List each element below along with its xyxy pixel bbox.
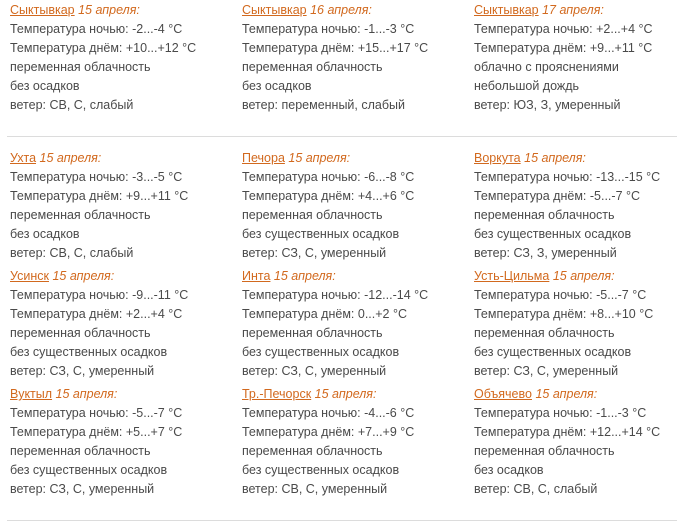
day-temperature: Температура днём: +9...+11 °C bbox=[10, 189, 189, 203]
forecast-card bbox=[242, 385, 467, 499]
forecast-row bbox=[0, 267, 679, 385]
city-link[interactable]: Ухта bbox=[10, 151, 37, 165]
precipitation: без осадков bbox=[10, 79, 80, 93]
forecast-date: 15 апреля: bbox=[535, 387, 598, 401]
forecast-heading bbox=[242, 1, 467, 20]
city-link[interactable]: Усть-Цильма bbox=[474, 269, 550, 283]
night-temperature: Температура ночью: -4...-6 °C bbox=[242, 406, 415, 420]
wind: ветер: СЗ, З, умеренный bbox=[474, 246, 617, 260]
day-temperature: Температура днём: +5...+7 °C bbox=[10, 425, 183, 439]
wind: ветер: СЗ, С, умеренный bbox=[10, 364, 155, 378]
forecast-date: 17 апреля: bbox=[542, 3, 604, 17]
forecast-heading bbox=[474, 267, 679, 286]
cloudiness: переменная облачность bbox=[10, 326, 151, 340]
wind: ветер: СВ, С, слабый bbox=[10, 98, 134, 112]
night-temperature: Температура ночью: -3...-5 °C bbox=[10, 170, 183, 184]
cloudiness: переменная облачность bbox=[474, 444, 615, 458]
wind: ветер: переменный, слабый bbox=[242, 98, 405, 112]
forecast-date: 15 апреля: bbox=[524, 151, 586, 165]
cloudiness: переменная облачность bbox=[242, 208, 383, 222]
night-temperature: Температура ночью: -5...-7 °C bbox=[10, 406, 183, 420]
forecast-card bbox=[10, 267, 235, 381]
day-temperature: Температура днём: +7...+9 °C bbox=[242, 425, 415, 439]
city-link[interactable]: Сыктывкар bbox=[10, 3, 75, 17]
cloudiness: переменная облачность bbox=[10, 444, 151, 458]
precipitation: без существенных осадков bbox=[10, 345, 168, 359]
forecast-date: 16 апреля: bbox=[310, 3, 372, 17]
forecast-heading bbox=[10, 267, 235, 286]
cloudiness: переменная облачность bbox=[242, 326, 383, 340]
cloudiness: переменная облачность bbox=[474, 208, 615, 222]
section-divider bbox=[7, 520, 677, 521]
forecast-heading bbox=[10, 385, 235, 404]
forecast-section-syktyvkar bbox=[0, 1, 679, 119]
night-temperature: Температура ночью: -12...-14 °C bbox=[242, 288, 429, 302]
forecast-date: 15 апреля: bbox=[552, 269, 615, 283]
forecast-date: 15 апреля: bbox=[78, 3, 140, 17]
day-temperature: Температура днём: +12...+14 °C bbox=[474, 425, 661, 439]
forecast-card bbox=[242, 267, 467, 381]
wind: ветер: СЗ, С, умеренный bbox=[10, 482, 155, 496]
precipitation: без существенных осадков bbox=[242, 227, 400, 241]
forecast-date: 15 апреля: bbox=[55, 387, 118, 401]
precipitation: без существенных осадков bbox=[474, 227, 632, 241]
precipitation: без осадков bbox=[242, 79, 312, 93]
forecast-date: 15 апреля: bbox=[273, 269, 336, 283]
precipitation: без существенных осадков bbox=[242, 345, 400, 359]
city-link[interactable]: Тр.-Печорск bbox=[242, 387, 312, 401]
forecast-card bbox=[242, 1, 467, 115]
cloudiness: переменная облачность bbox=[10, 208, 151, 222]
night-temperature: Температура ночью: +2...+4 °C bbox=[474, 22, 653, 36]
forecast-heading bbox=[474, 385, 679, 404]
night-temperature: Температура ночью: -1...-3 °C bbox=[242, 22, 415, 36]
day-temperature: Температура днём: +15...+17 °C bbox=[242, 41, 429, 55]
forecast-card bbox=[474, 267, 679, 381]
wind: ветер: СВ, С, слабый bbox=[10, 246, 134, 260]
forecast-date: 15 апреля: bbox=[314, 387, 377, 401]
forecast-section-cities bbox=[0, 149, 679, 503]
forecast-card bbox=[10, 385, 235, 499]
forecast-row bbox=[0, 149, 679, 267]
forecast-heading bbox=[10, 1, 235, 20]
wind: ветер: СВ, С, умеренный bbox=[242, 482, 388, 496]
day-temperature: Температура днём: -5...-7 °C bbox=[474, 189, 641, 203]
night-temperature: Температура ночью: -6...-8 °C bbox=[242, 170, 415, 184]
wind: ветер: ЮЗ, З, умеренный bbox=[474, 98, 621, 112]
city-link[interactable]: Воркута bbox=[474, 151, 521, 165]
forecast-row bbox=[0, 1, 679, 119]
city-link[interactable]: Печора bbox=[242, 151, 285, 165]
forecast-card bbox=[242, 149, 467, 263]
forecast-card bbox=[474, 1, 679, 115]
day-temperature: Температура днём: +4...+6 °C bbox=[242, 189, 415, 203]
cloudiness: переменная облачность bbox=[242, 444, 383, 458]
night-temperature: Температура ночью: -13...-15 °C bbox=[474, 170, 661, 184]
city-link[interactable]: Вуктыл bbox=[10, 387, 53, 401]
night-temperature: Температура ночью: -5...-7 °C bbox=[474, 288, 647, 302]
precipitation: без осадков bbox=[10, 227, 80, 241]
day-temperature: Температура днём: 0...+2 °C bbox=[242, 307, 407, 321]
forecast-heading bbox=[242, 385, 467, 404]
night-temperature: Температура ночью: -9...-11 °C bbox=[10, 288, 189, 302]
day-temperature: Температура днём: +9...+11 °C bbox=[474, 41, 653, 55]
precipitation: небольшой дождь bbox=[474, 79, 580, 93]
forecast-heading bbox=[10, 149, 235, 168]
precipitation: без существенных осадков bbox=[242, 463, 400, 477]
day-temperature: Температура днём: +2...+4 °C bbox=[10, 307, 183, 321]
city-link[interactable]: Сыктывкар bbox=[474, 3, 539, 17]
night-temperature: Температура ночью: -1...-3 °C bbox=[474, 406, 647, 420]
section-divider bbox=[7, 136, 677, 137]
forecast-row bbox=[0, 385, 679, 503]
precipitation: без существенных осадков bbox=[10, 463, 168, 477]
forecast-heading bbox=[242, 149, 467, 168]
wind: ветер: СЗ, С, умеренный bbox=[474, 364, 619, 378]
wind: ветер: СЗ, С, умеренный bbox=[242, 364, 387, 378]
forecast-date: 15 апреля: bbox=[288, 151, 351, 165]
wind: ветер: СВ, С, слабый bbox=[474, 482, 598, 496]
precipitation: без осадков bbox=[474, 463, 544, 477]
forecast-card bbox=[10, 149, 235, 263]
wind: ветер: СЗ, С, умеренный bbox=[242, 246, 387, 260]
city-link[interactable]: Инта bbox=[242, 269, 271, 283]
night-temperature: Температура ночью: -2...-4 °C bbox=[10, 22, 183, 36]
city-link[interactable]: Объячево bbox=[474, 387, 532, 401]
cloudiness: переменная облачность bbox=[242, 60, 383, 74]
forecast-heading bbox=[474, 149, 679, 168]
city-link[interactable]: Сыктывкар bbox=[242, 3, 307, 17]
cloudiness: переменная облачность bbox=[474, 326, 615, 340]
forecast-heading bbox=[242, 267, 467, 286]
forecast-date: 15 апреля: bbox=[39, 151, 102, 165]
forecast-card bbox=[10, 1, 235, 115]
cloudiness: облачно с прояснениями bbox=[474, 60, 619, 74]
forecast-card bbox=[474, 149, 679, 263]
forecast-heading bbox=[474, 1, 679, 20]
precipitation: без существенных осадков bbox=[474, 345, 632, 359]
forecast-date: 15 апреля: bbox=[52, 269, 115, 283]
cloudiness: переменная облачность bbox=[10, 60, 151, 74]
day-temperature: Температура днём: +8...+10 °C bbox=[474, 307, 654, 321]
day-temperature: Температура днём: +10...+12 °C bbox=[10, 41, 197, 55]
city-link[interactable]: Усинск bbox=[10, 269, 49, 283]
forecast-card bbox=[474, 385, 679, 499]
